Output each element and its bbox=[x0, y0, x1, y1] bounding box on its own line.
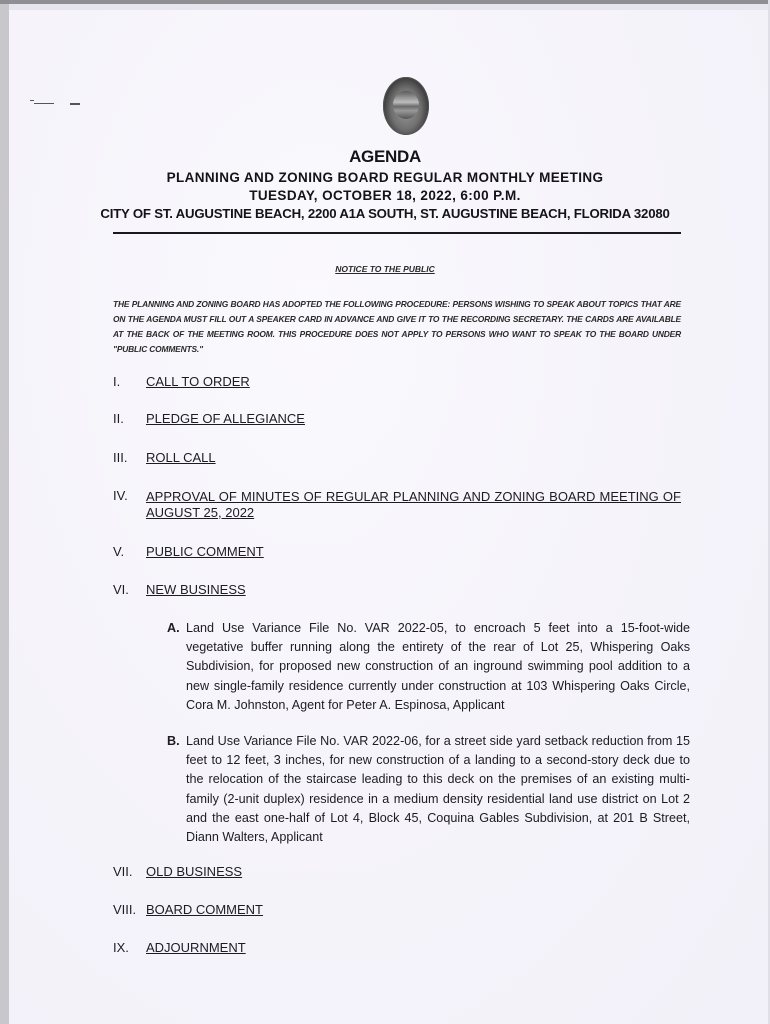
item-number: VII. bbox=[113, 864, 133, 879]
item-label: PUBLIC COMMENT bbox=[146, 544, 264, 559]
item-number: VIII. bbox=[113, 902, 137, 917]
notice-title: NOTICE TO THE PUBLIC bbox=[335, 264, 435, 274]
item-label-continued: AUGUST 25, 2022 bbox=[146, 505, 255, 520]
item-number: IX. bbox=[113, 940, 129, 955]
item-label: ROLL CALL bbox=[146, 450, 216, 465]
agenda-title: AGENDA bbox=[349, 147, 421, 166]
sub-item-letter: B. bbox=[167, 734, 180, 748]
item-number: II. bbox=[113, 411, 124, 426]
stray-scan-mark bbox=[30, 100, 82, 106]
city-seal-icon bbox=[383, 77, 429, 135]
item-number: III. bbox=[113, 450, 128, 465]
sub-item-text: Land Use Variance File No. VAR 2022-06, for a street side yard setback reduction from 15 feet to 12 feet, 3 inches, for new construction of a landing to a second-story deck due to the relocation of the staircase leading to this deck on the premises of an existing multi-family (2-unit duplex) residence in a medium density residential land use district on Lot 2 and the east one-half of Lot 4, Block 45, Coquina Gables Subdivision, at 201 B Street, Diann Walters, Applicant bbox=[186, 734, 690, 845]
item-label: BOARD COMMENT bbox=[146, 902, 263, 917]
item-label: PLEDGE OF ALLEGIANCE bbox=[146, 411, 305, 426]
meeting-name: PLANNING AND ZONING BOARD REGULAR MONTHLY MEETING bbox=[166, 170, 604, 185]
header-divider bbox=[113, 232, 681, 234]
item-label: OLD BUSINESS bbox=[146, 864, 243, 879]
item-label: CALL TO ORDER bbox=[146, 374, 250, 389]
item-number: VI. bbox=[113, 582, 129, 597]
meeting-location: CITY OF ST. AUGUSTINE BEACH, 2200 A1A SOUTH, ST. AUGUSTINE BEACH, FLORIDA 32080 bbox=[100, 206, 670, 221]
sub-item-text: Land Use Variance File No. VAR 2022-05, to encroach 5 feet into a 15-foot-wide vegetative buffer running along the entirety of the rear of Lot 25, Whispering Oaks Subdivision, for proposed new construction of an inground swimming pool addition to a new single-family residence currently under construction at 103 Whispering Oaks Circle, Cora M. Johnston, Agent for Peter A. Espinosa, Applicant bbox=[186, 621, 690, 712]
scan-shadow-top bbox=[9, 4, 770, 10]
meeting-datetime: TUESDAY, OCTOBER 18, 2022, 6:00 P.M. bbox=[249, 188, 521, 203]
item-number: I. bbox=[113, 374, 121, 389]
notice-body: THE PLANNING AND ZONING BOARD HAS ADOPTED THE FOLLOWING PROCEDURE: PERSONS WISHING TO SPEAK ABOUT TOPICS THAT ARE ON THE AGENDA MUST FILL OUT A SPEAKER CARD IN ADVANCE AND GIVE IT TO THE RECORDING SECRETARY. THE CARDS ARE AVAILABLE AT THE BACK OF THE MEETING ROOM. THIS PROCEDURE DOES NOT APPLY TO PERSONS WHO WANT TO SPEAK TO THE BOARD UNDER "PUBLIC COMMENTS." bbox=[113, 299, 681, 354]
item-number: V. bbox=[113, 544, 125, 559]
item-label: APPROVAL OF MINUTES OF REGULAR PLANNING AND ZONING BOARD MEETING OF bbox=[146, 489, 681, 504]
sub-item-letter: A. bbox=[167, 621, 180, 635]
item-label: NEW BUSINESS bbox=[146, 582, 246, 597]
seal-emblem bbox=[393, 91, 419, 119]
item-number: IV. bbox=[113, 488, 128, 503]
item-label: ADJOURNMENT bbox=[146, 940, 246, 955]
